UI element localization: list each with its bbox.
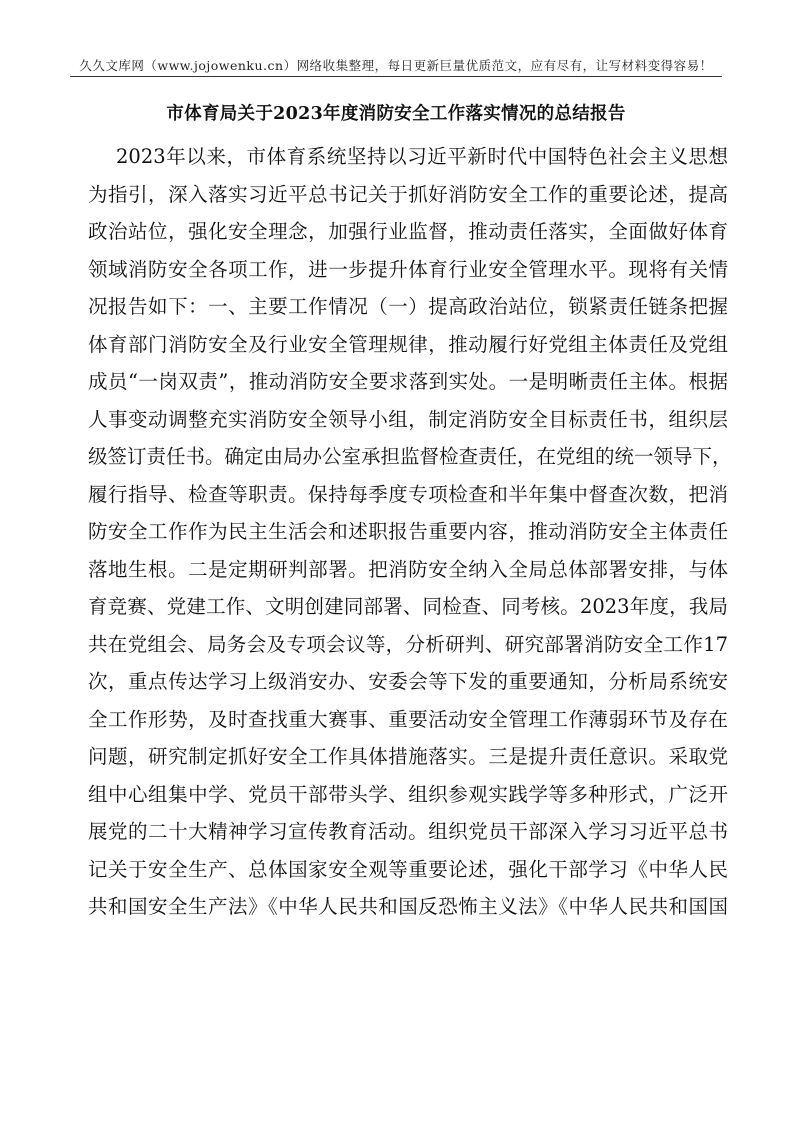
body-line: 组中心组集中学、党员干部带头学、组织参观实践学等多种形式，广泛开 <box>88 782 728 806</box>
body-line: 落地生根。二是定期研判部署。把消防安全纳入全局总体部署安排，与体 <box>88 557 728 581</box>
site-header-note: 久久文库网（www.jojowenku.cn）网络收集整理，每日更新巨量优质范文，应有尽有，让写材料变得容易！ <box>79 58 713 73</box>
body-line: 展党的二十大精神学习宣传教育活动。组织党员干部深入学习习近平总书 <box>88 820 728 843</box>
document-body <box>88 138 732 926</box>
body-line: 育竞赛、党建工作、文明创建同部署、同检查、同考核。2023年度，我局 <box>88 595 728 618</box>
body-line: 况报告如下：一、主要工作情况（一）提高政治站位，锁紧责任链条把握 <box>88 295 728 318</box>
body-line: 人事变动调整充实消防安全领导小组，制定消防安全目标责任书，组织层 <box>88 407 728 431</box>
document-title: 市体育局关于2023年度消防安全工作落实情况的总结报告 <box>166 104 626 124</box>
body-line: 为指引，深入落实习近平总书记关于抓好消防安全工作的重要论述，提高 <box>88 182 728 206</box>
body-line: 次，重点传达学习上级消安办、安委会等下发的重要通知，分析局系统安 <box>88 670 728 693</box>
body-line: 共在党组会、局务会及专项会议等，分析研判、研究部署消防安全工作17 <box>88 632 728 656</box>
body-line: 领域消防安全各项工作，进一步提升体育行业安全管理水平。现将有关情 <box>88 257 728 281</box>
body-line: 体育部门消防安全及行业安全管理规律，推动履行好党组主体责任及党组 <box>88 332 728 356</box>
body-line: 成员“一岗双责”，推动消防安全要求落到实处。一是明晰责任主体。根据 <box>88 370 728 393</box>
header-divider <box>70 76 722 77</box>
body-line: 防安全工作作为民主生活会和述职报告重要内容，推动消防安全主体责任 <box>88 520 728 543</box>
body-line: 共和国安全生产法》《中华人民共和国反恐怖主义法》《中华人民共和国国 <box>88 895 728 918</box>
body-line: 政治站位，强化安全理念，加强行业监督，推动责任落实，全面做好体育 <box>88 220 728 243</box>
body-line: 记关于安全生产、总体国家安全观等重要论述，强化干部学习《中华人民 <box>88 857 728 881</box>
body-line: 2023年以来，市体育系统坚持以习近平新时代中国特色社会主义思想 <box>116 145 728 168</box>
body-line: 全工作形势，及时查找重大赛事、重要活动安全管理工作薄弱环节及存在 <box>88 707 728 731</box>
body-line: 履行指导、检查等职责。保持每季度专项检查和半年集中督查次数，把消 <box>88 482 728 506</box>
body-line: 级签订责任书。确定由局办公室承担监督检查责任，在党组的统一领导下， <box>88 445 732 468</box>
body-line: 问题，研究制定抓好安全工作具体措施落实。三是提升责任意识。采取党 <box>88 745 728 768</box>
